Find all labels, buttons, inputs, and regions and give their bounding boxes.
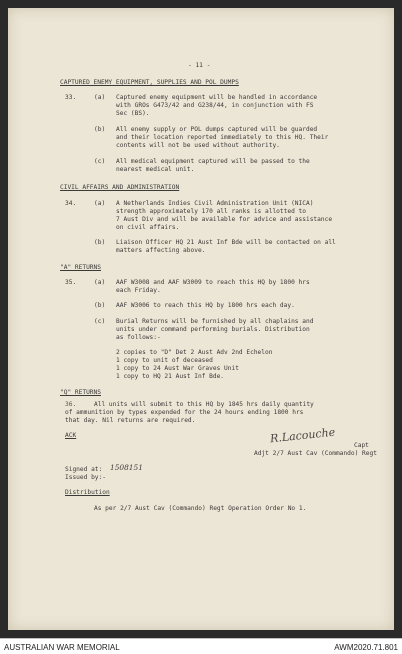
- item-line: units under command performing burials. Distribution: [116, 326, 310, 333]
- item-line: Liaison Officer HQ 21 Aust Inf Bde will be contacted on all: [116, 239, 336, 246]
- section-heading-a-returns: "A" RETURNS: [60, 264, 101, 271]
- item-line: that day. Nil returns are required.: [65, 417, 196, 424]
- item-label: (c): [94, 318, 106, 325]
- section-heading-captured: CAPTURED ENEMY EQUIPMENT, SUPPLIES AND POL DUMPS: [60, 79, 239, 86]
- item-line: each Friday.: [116, 287, 161, 294]
- distribution-line: 1 copy to 24 Aust War Graves Unit: [116, 365, 239, 372]
- item-line: 7 Aust Div and will be available for advice and assistance: [116, 216, 333, 223]
- item-line: as follows:-: [116, 334, 161, 341]
- item-line: AAF W3008 and AAF W3009 to reach this HQ by 1800 hrs: [116, 279, 310, 286]
- issued-by-label: Issued by:-: [65, 474, 106, 481]
- signature-scribble: R.Lacouche: [269, 425, 336, 446]
- distribution-line: 1 copy to unit of deceased: [116, 357, 213, 364]
- section-heading-civil: CIVIL AFFAIRS AND ADMINISTRATION: [60, 184, 180, 191]
- item-line: AAF W3006 to reach this HQ by 1800 hrs each day.: [116, 302, 295, 309]
- item-label: (b): [94, 126, 106, 133]
- footer-collection: AUSTRALIAN WAR MEMORIAL: [4, 643, 120, 652]
- item-label: (a): [94, 200, 106, 207]
- signed-at-label: Signed at:: [65, 466, 103, 473]
- signature-title: Adjt 2/7 Aust Cav (Commando) Regt: [254, 450, 377, 457]
- document-page: [8, 8, 394, 630]
- item-line: matters affecting above.: [116, 247, 206, 254]
- para-number-33: 33.: [65, 94, 77, 101]
- footer-bar: [0, 638, 402, 654]
- para-number-36: 36.: [65, 401, 77, 408]
- item-line: All medical equipment captured will be passed to the: [116, 158, 310, 165]
- item-line: and their location reported immediately to this HQ. Their: [116, 134, 329, 141]
- page-number: - 11 -: [188, 62, 211, 69]
- item-line: Captured enemy equipment will be handled in accordance: [116, 94, 318, 101]
- section-heading-q-returns: "Q" RETURNS: [60, 389, 101, 396]
- para-number-35: 35.: [65, 279, 77, 286]
- item-line: nearest medical unit.: [116, 166, 195, 173]
- item-line: Sec (BS).: [116, 110, 150, 117]
- item-label: (b): [94, 302, 106, 309]
- item-line: of ammunition by types expended for the 24 hours ending 1800 hrs: [65, 409, 304, 416]
- item-line: on civil affairs.: [116, 224, 180, 231]
- distribution-line: 2 copies to "D" Det 2 Aust Adv 2nd Echelon: [116, 349, 273, 356]
- footer-accession-number: AWM2020.71.801: [334, 643, 398, 652]
- item-label: (b): [94, 239, 106, 246]
- item-line: strength approximately 170 all ranks is allotted to: [116, 208, 306, 215]
- item-line: Burial Returns will be furnished by all chaplains and: [116, 318, 314, 325]
- item-line: with GROs G473/42 and G238/44, in conjunction with FS: [116, 102, 314, 109]
- item-line: contents will not be used without authority.: [116, 142, 280, 149]
- item-line: A Netherlands Indies Civil Administration Unit (NICA): [116, 200, 314, 207]
- distribution-heading: Distribution: [65, 489, 110, 496]
- signed-at-value: 1508151: [110, 463, 143, 472]
- para-number-34: 34.: [65, 200, 77, 207]
- distribution-line: 1 copy to HQ 21 Aust Inf Bde.: [116, 373, 225, 380]
- signature-rank: Capt: [354, 442, 369, 449]
- item-label: (c): [94, 158, 106, 165]
- item-label: (a): [94, 94, 106, 101]
- item-line: All units will submit to this HQ by 1845 hrs daily quantity: [94, 401, 314, 408]
- item-label: (a): [94, 279, 106, 286]
- distribution-text: As per 2/7 Aust Cav (Commando) Regt Operation Order No 1.: [94, 505, 307, 512]
- item-line: All enemy supply or POL dumps captured will be guarded: [116, 126, 318, 133]
- ack-label: ACK: [65, 432, 77, 439]
